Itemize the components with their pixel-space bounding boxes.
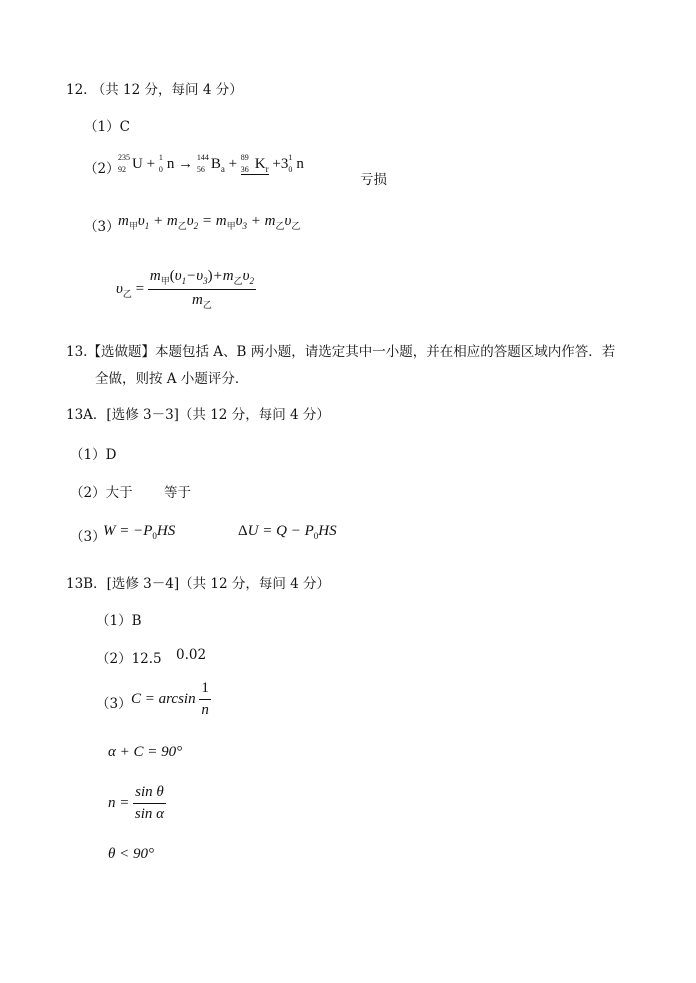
q13a-part2-value2: 等于 <box>164 485 191 501</box>
q13b-part3-label: （3） <box>96 696 132 712</box>
q13b-theta-ineq: θ < 90° <box>108 846 154 862</box>
q13-header-cont: 全做，则按 A 小题评分． <box>95 371 249 387</box>
q13b-part1: （1）B <box>96 613 142 629</box>
q13b-part2-label: （2）12.5 <box>96 651 162 667</box>
q13a-part3-label: （3） <box>70 529 106 545</box>
q12-part3-label: （3） <box>84 219 120 235</box>
q13a-energy-eq: $\Delta U = Q - P_0HS$ <box>238 523 337 541</box>
q13b-header: 13B．[选修 3－4]（共 12 分，每问 4 分） <box>66 576 331 592</box>
q12-header: 12. （共 12 分，每问 4 分） <box>66 82 243 98</box>
q13b-angle-sum-eq: α + C = 90° <box>108 744 183 760</box>
q13a-work-eq: $W = -P_0HS$ <box>103 523 176 541</box>
q12-reaction: 235 92 U + 1 0 n → 144 56 $B_a$ + 89 36 $K_r +3$ 1 0 n <box>118 153 304 174</box>
q13a-part2-label: （2）大于 <box>70 485 133 501</box>
q13b-critical-angle-eq: C = arcsin $\frac{1}{n}$ <box>131 680 209 718</box>
q13b-refraction-eq: n = $\frac{\text{sin θ}}{\text{sin α}}$ <box>108 784 164 822</box>
q12-velocity-formula: $\upsilon_乙$ = $\frac{m_甲(\upsilon_1-\upsilon_3)+m_乙\upsilon_2}{m_乙}$ <box>116 268 255 310</box>
q12-part2-note: 亏损 <box>360 172 387 188</box>
q12-part2-label: （2） <box>84 161 120 177</box>
q13b-part2-value2: 0.02 <box>176 647 207 663</box>
q13-header: 13.【选做题】本题包括 A、B 两小题，请选定其中一小题，并在相应的答题区域内作答．若 <box>66 344 616 360</box>
q13a-part1: （1）D <box>70 447 117 463</box>
q13a-header: 13A．[选修 3－3]（共 12 分，每问 4 分） <box>66 407 330 423</box>
q12-part1: （1）C <box>84 119 130 135</box>
q12-momentum-eq: $m_甲\upsilon_1 + m_乙\upsilon_2 = m_甲\upsilon_3 + m_乙\upsilon_乙$ <box>118 213 301 231</box>
